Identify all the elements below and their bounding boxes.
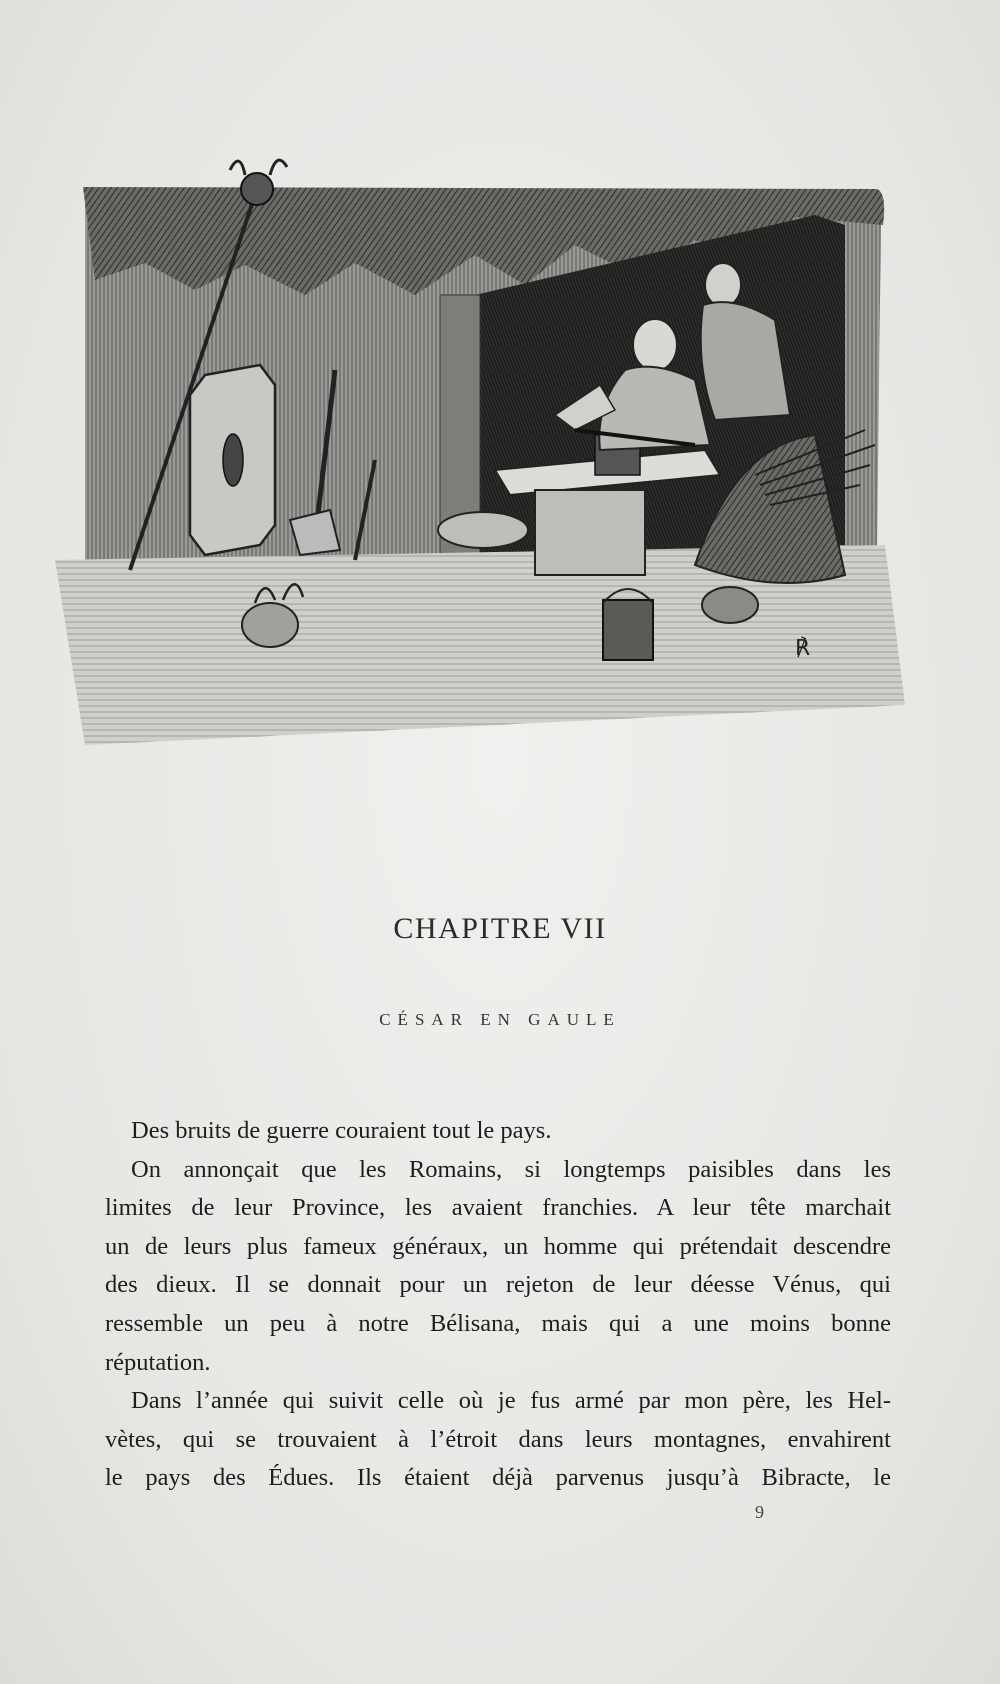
second-figure-head [705, 263, 741, 307]
text-line: réputation. [105, 1348, 211, 1376]
text-line: des dieux. Il se donnait pour un rejeton de leur déesse Vénus, qui [105, 1271, 891, 1299]
chapter-title: CHAPITRE VII [393, 912, 607, 945]
text-line: ressemble un peu à notre Bélisana, mais qui a une moins bonne [105, 1309, 891, 1337]
bowl [438, 512, 528, 548]
text-line: vètes, qui se trouvaient à l’étroit dans leurs montagnes, envahirent [105, 1425, 891, 1453]
spear-helmet [241, 173, 273, 205]
workbench-legs [535, 490, 645, 575]
body-text [105, 1112, 891, 1498]
text-line: Des bruits de guerre couraient tout le pays. [131, 1117, 552, 1144]
text-line: limites de leur Province, les avaient franchies. A leur tête marchait [105, 1194, 891, 1222]
bucket [603, 600, 653, 660]
text-line: le pays des Édues. Ils étaient déjà parvenus jusqu’à Bibracte, le [105, 1464, 891, 1492]
text-line: Dans l’année qui suivit celle où je fus armé par mon père, les Hel- [131, 1387, 891, 1415]
clay-jug [702, 587, 758, 623]
smith-head [633, 319, 677, 371]
page-number: 9 [755, 1502, 764, 1522]
chapter-subtitle: CÉSAR EN GAULE [379, 1010, 621, 1029]
artist-monogram: ℟ [795, 636, 811, 661]
helmet-on-ground [242, 603, 298, 647]
text-line: On annonçait que les Romains, si longtemps paisibles dans les [131, 1155, 891, 1183]
text-line: un de leurs plus fameux généraux, un homme qui prétendait descendre [105, 1232, 891, 1260]
shield-boss [223, 434, 243, 486]
smithy-engraving-illustration [55, 145, 950, 760]
